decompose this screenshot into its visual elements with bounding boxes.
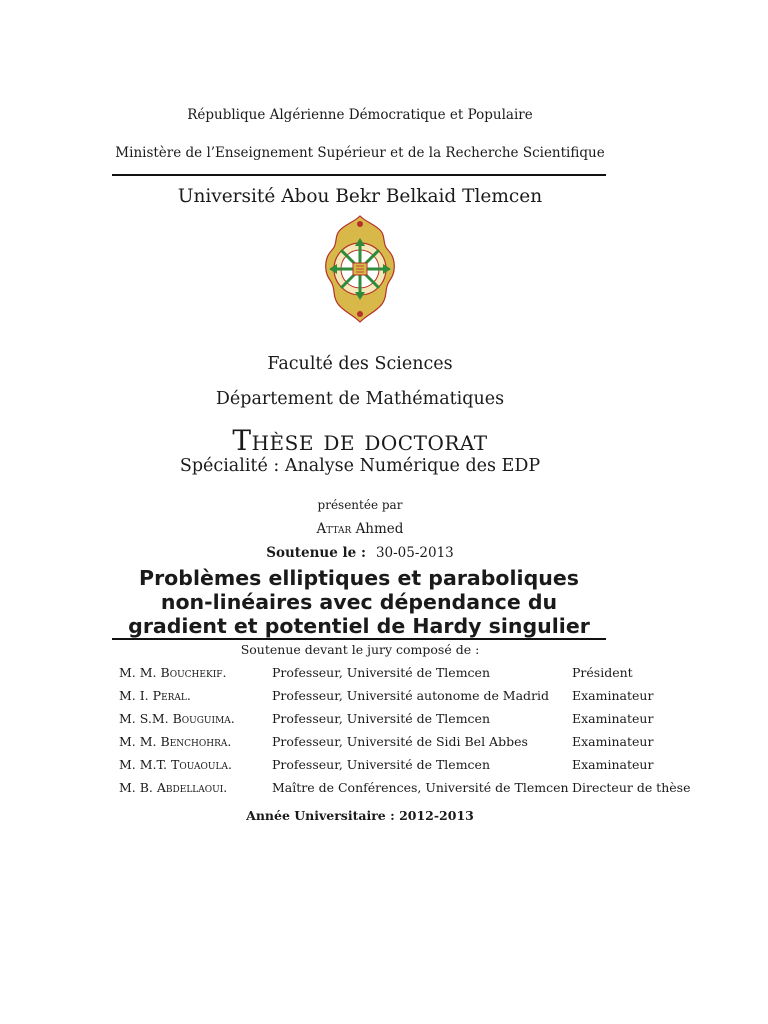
- thesis-title-rest: hèse de doctorat: [251, 424, 488, 457]
- jury-member-role: Examinateur: [572, 734, 654, 749]
- jury-row: [119, 661, 690, 684]
- jury-member-name: M. M.T. Touaoula.: [119, 757, 232, 772]
- jury-member-role: Examinateur: [572, 711, 654, 726]
- jury-row: [119, 730, 690, 753]
- author-name: [0, 521, 720, 537]
- jury-row: [119, 753, 690, 776]
- jury-table: [119, 661, 690, 799]
- jury-member-role: Examinateur: [572, 757, 654, 772]
- academic-year: Année Universitaire : 2012-2013: [246, 808, 474, 823]
- subject-line: gradient et potentiel de Hardy singulier: [128, 614, 590, 638]
- university-name: Université Abou Bekr Belkaid Tlemcen: [177, 186, 543, 207]
- presented-by: présentée par: [317, 498, 403, 512]
- subject-line: non-linéaires avec dépendance du: [160, 590, 558, 614]
- jury-member-role: Directeur de thèse: [572, 780, 691, 795]
- faculty-name: Faculté des Sciences: [267, 354, 453, 374]
- jury-member-name: M. I. Peral.: [119, 688, 191, 703]
- department-name: Département de Mathématiques: [215, 389, 505, 409]
- jury-member-affiliation: Professeur, Université autonome de Madrid: [272, 688, 550, 703]
- thesis-subject: [112, 566, 606, 638]
- author-first-name: Ahmed: [355, 521, 404, 537]
- top-divider: [112, 174, 606, 176]
- jury-member-affiliation: Professeur, Université de Tlemcen: [272, 757, 490, 772]
- thesis-title-initial: T: [232, 424, 252, 457]
- subject-line: Problèmes elliptiques et paraboliques: [139, 566, 579, 590]
- jury-member-name: M. S.M. Bouguima.: [119, 711, 235, 726]
- jury-row: [119, 707, 690, 730]
- defense-label: Soutenue le :: [266, 545, 366, 561]
- thesis-title: [0, 424, 720, 457]
- jury-member-affiliation: Professeur, Université de Tlemcen: [272, 711, 490, 726]
- ministry-name: Ministère de l’Enseignement Supérieur et de la Recherche Scientifique: [115, 145, 605, 161]
- bottom-divider: [112, 638, 606, 640]
- jury-row: [119, 776, 690, 799]
- defense-date-value: 30-05-2013: [375, 545, 454, 561]
- jury-member-name: M. M. Benchohra.: [119, 734, 232, 749]
- author-last-name: Attar: [316, 521, 352, 537]
- university-seal-icon: [322, 214, 398, 324]
- defense-date: [0, 545, 720, 561]
- jury-member-affiliation: Professeur, Université de Tlemcen: [272, 665, 490, 680]
- jury-member-affiliation: Maître de Conférences, Université de Tlemcen: [272, 780, 569, 795]
- jury-member-name: M. B. Abdellaoui.: [119, 780, 228, 795]
- jury-member-affiliation: Professeur, Université de Sidi Bel Abbes: [272, 734, 528, 749]
- jury-member-name: M. M. Bouchekif.: [119, 665, 227, 680]
- jury-row: [119, 684, 690, 707]
- republic-name: République Algérienne Démocratique et Populaire: [187, 107, 533, 123]
- jury-member-role: Examinateur: [572, 688, 654, 703]
- specialty: Spécialité : Analyse Numérique des EDP: [179, 456, 541, 476]
- jury-intro: Soutenue devant le jury composé de :: [240, 642, 480, 657]
- jury-member-role: Président: [572, 665, 633, 680]
